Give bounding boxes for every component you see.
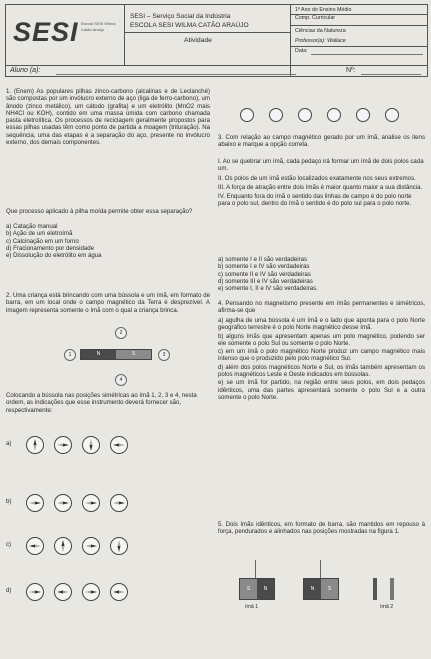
q3-option-e[interactable]: e) somente I, II e IV são verdadeiras.	[218, 285, 318, 293]
compass-icon	[110, 537, 128, 555]
compass-icon	[54, 583, 72, 601]
question-5-text: 5. Dois ímãs idênticos, em formato de barra, são mantidos em repouso à força, pendurados e alinhados nas posições mostradas na figura 1.	[218, 521, 425, 536]
compass-icon	[54, 436, 72, 454]
q3-item-2: II. Os polos de um ímã estão localizados exatamente nos seus extremos.	[218, 174, 416, 182]
q2-option-c[interactable]: c)	[6, 541, 12, 548]
position-4-marker: 4	[115, 374, 127, 386]
compass-icon	[110, 583, 128, 601]
compass-icon	[26, 494, 44, 512]
compass-icon	[54, 537, 72, 555]
compass-icon	[26, 583, 44, 601]
question-1-options	[6, 223, 210, 259]
question-3-text: 3. Com relação ao campo magnético gerado por um ímã, analise os itens abaixo e marque a opção correta.	[218, 134, 425, 149]
question-4-text: 4. Pensando no magnetismo presente em ímãs permanentes e simétricos, afirma-se que	[218, 300, 425, 315]
position-3-marker: 3	[158, 349, 170, 361]
q2-option-a[interactable]: a)	[6, 440, 12, 447]
magnet-1: S N	[239, 578, 275, 600]
q4-option-c[interactable]: c) em um ímã o polo magnético Norte produz um campo magnético mais intenso que o produzido pelo polo magnético Sul.	[218, 348, 425, 363]
compass-icon	[110, 436, 128, 454]
question-1-prompt: Que processo aplicado à pilha moída permite obter essa separação?	[6, 208, 193, 215]
q2-option-d[interactable]: d)	[6, 587, 12, 594]
field-circle-icon	[298, 108, 312, 122]
q4-option-d[interactable]: d) além dos polos magnéticos Norte e Sul, os ímãs também apresentam os polos magnéticos Leste e Oeste indicados em bússolas.	[218, 363, 425, 379]
magnet-2-label: ímã 2	[380, 604, 394, 610]
q1-option-a[interactable]: a) Catação manual	[6, 223, 58, 230]
q4-option-a[interactable]: a) agulha de uma bússola é um ímã e o lado que aponta para o polo Norte geográfico terrestre é o polo Norte magnético desse ímã.	[218, 317, 425, 332]
area-label: Comp. Curricular	[295, 15, 336, 21]
org-name: SESI – Serviço Social da Indústria	[130, 13, 231, 20]
q1-option-e[interactable]: e) Dissolução do eletrólito em água	[6, 252, 102, 260]
q3-option-d[interactable]: d) somente III e IV são verdadeiras	[218, 277, 313, 285]
q3-option-b[interactable]: b) somente I e IV são verdadeiras	[218, 263, 310, 271]
teacher-label: Professor(a): Wallace	[295, 38, 346, 44]
compass-icon	[110, 494, 128, 512]
compass-icon	[82, 436, 100, 454]
compass-icon	[82, 494, 100, 512]
logo-subtitle: Escola SESI Wilma Catão Araújo	[81, 21, 116, 32]
magnet-north: N	[81, 350, 116, 359]
q3-option-c[interactable]: c) somente II e IV são verdadeiras	[218, 270, 311, 278]
field-circle-icon	[269, 108, 283, 122]
q3-item-4: IV. Enquanto fora do ímã o sentido das linhas de campo é do polo norte para o polo sul, dentro do ímã o sentido é do polo sul para o polo norte.	[218, 193, 412, 208]
question-3-items	[218, 158, 425, 208]
school-name: ESCOLA SESI WILMA CATÃO ARAÚJO	[130, 22, 249, 29]
bar-magnet	[80, 349, 152, 360]
position-2-marker: 2	[115, 327, 127, 339]
grade-label: 1º Ano do Ensino Médio	[295, 7, 352, 13]
sesi-logo: SESI	[13, 17, 79, 47]
magnet-1-label: ímã 1	[245, 604, 259, 610]
magnet-2: N S	[303, 578, 339, 600]
date-label: Data:	[295, 48, 308, 54]
student-label: Aluno (a):	[10, 67, 41, 74]
question-3-options	[218, 256, 425, 292]
q3-item-3: III. A força de atração entre dois ímãs é maior quanto maior a sua distância.	[218, 183, 423, 191]
q2-option-b[interactable]: b)	[6, 498, 12, 505]
number-label: Nº:	[346, 67, 356, 74]
subject-label: Ciências da Natureza	[295, 28, 346, 34]
question-1-text: 1. (Enem) As populares pilhas zinco-carbono (alcalinas e de Leclanché) são compostas por um invólucro externo de aço (liga de ferro-carbono), um ânodo (zinco metálico), um cátodo (grafita) e um eletrólito (MnO2 mais NH4Cl ou KOH), contido em uma massa úmida com carbono chamada pasta eletrolítica. Os processos de reciclagem geralmente propostos para essas pilhas usadas têm como ponto de partida a moagem (trituração). Na sequência, uma das etapas é a separação do aço, presente no invólucro externo, dos demais componentes.	[6, 88, 210, 147]
field-circle-icon	[327, 108, 341, 122]
q4-option-e[interactable]: e) se um ímã for partido, na região entre seus polos, em dois pedaços idênticos, uma das partes apresentará somente o polo Sul e a outra somente o polo Norte.	[218, 379, 425, 401]
q1-option-b[interactable]: b) Ação de um eletroímã	[6, 230, 73, 238]
header-box	[5, 4, 428, 77]
question-2-instruction: Colocando a bússola nas posições simétricas ao ímã 1, 2, 3 e 4, nesta ordem, as indicações que esse instrumento deverá fornecer são, respectivamente:	[6, 392, 197, 414]
compass-icon	[26, 537, 44, 555]
field-circle-icon	[356, 108, 370, 122]
compass-icon	[82, 583, 100, 601]
question-2-text: 2. Uma criança está brincando com uma bússola e um ímã, em formato de barra, em um local onde o campo magnético da Terra é desprezível. A imagem representa somente o ímã com o qual a criança brinca.	[6, 292, 210, 314]
q4-option-b[interactable]: b) alguns ímãs que apresentam apenas um polo magnético, podendo ser ele somente o polo Sul ou somente o polo Norte.	[218, 332, 425, 347]
q3-option-a[interactable]: a) somente I e II são verdadeiras	[218, 256, 308, 263]
magnet-south: S	[116, 350, 151, 359]
compass-icon	[54, 494, 72, 512]
q1-option-c[interactable]: c) Calcinação em um forno	[6, 237, 79, 245]
compass-icon	[26, 436, 44, 454]
question-5-figure	[225, 560, 420, 620]
q1-option-d[interactable]: d) Fracionamento por densidade	[6, 244, 95, 252]
question-4-options	[218, 317, 425, 401]
field-circle-icon	[385, 108, 399, 122]
q3-item-1: I. Ao se quebrar um ímã, cada pedaço irá formar um ímã de dois polos cada um.	[218, 158, 424, 173]
activity-title: Atividade	[184, 37, 212, 44]
compass-icon	[82, 537, 100, 555]
field-circle-icon	[240, 108, 254, 122]
position-1-marker: 1	[64, 349, 76, 361]
